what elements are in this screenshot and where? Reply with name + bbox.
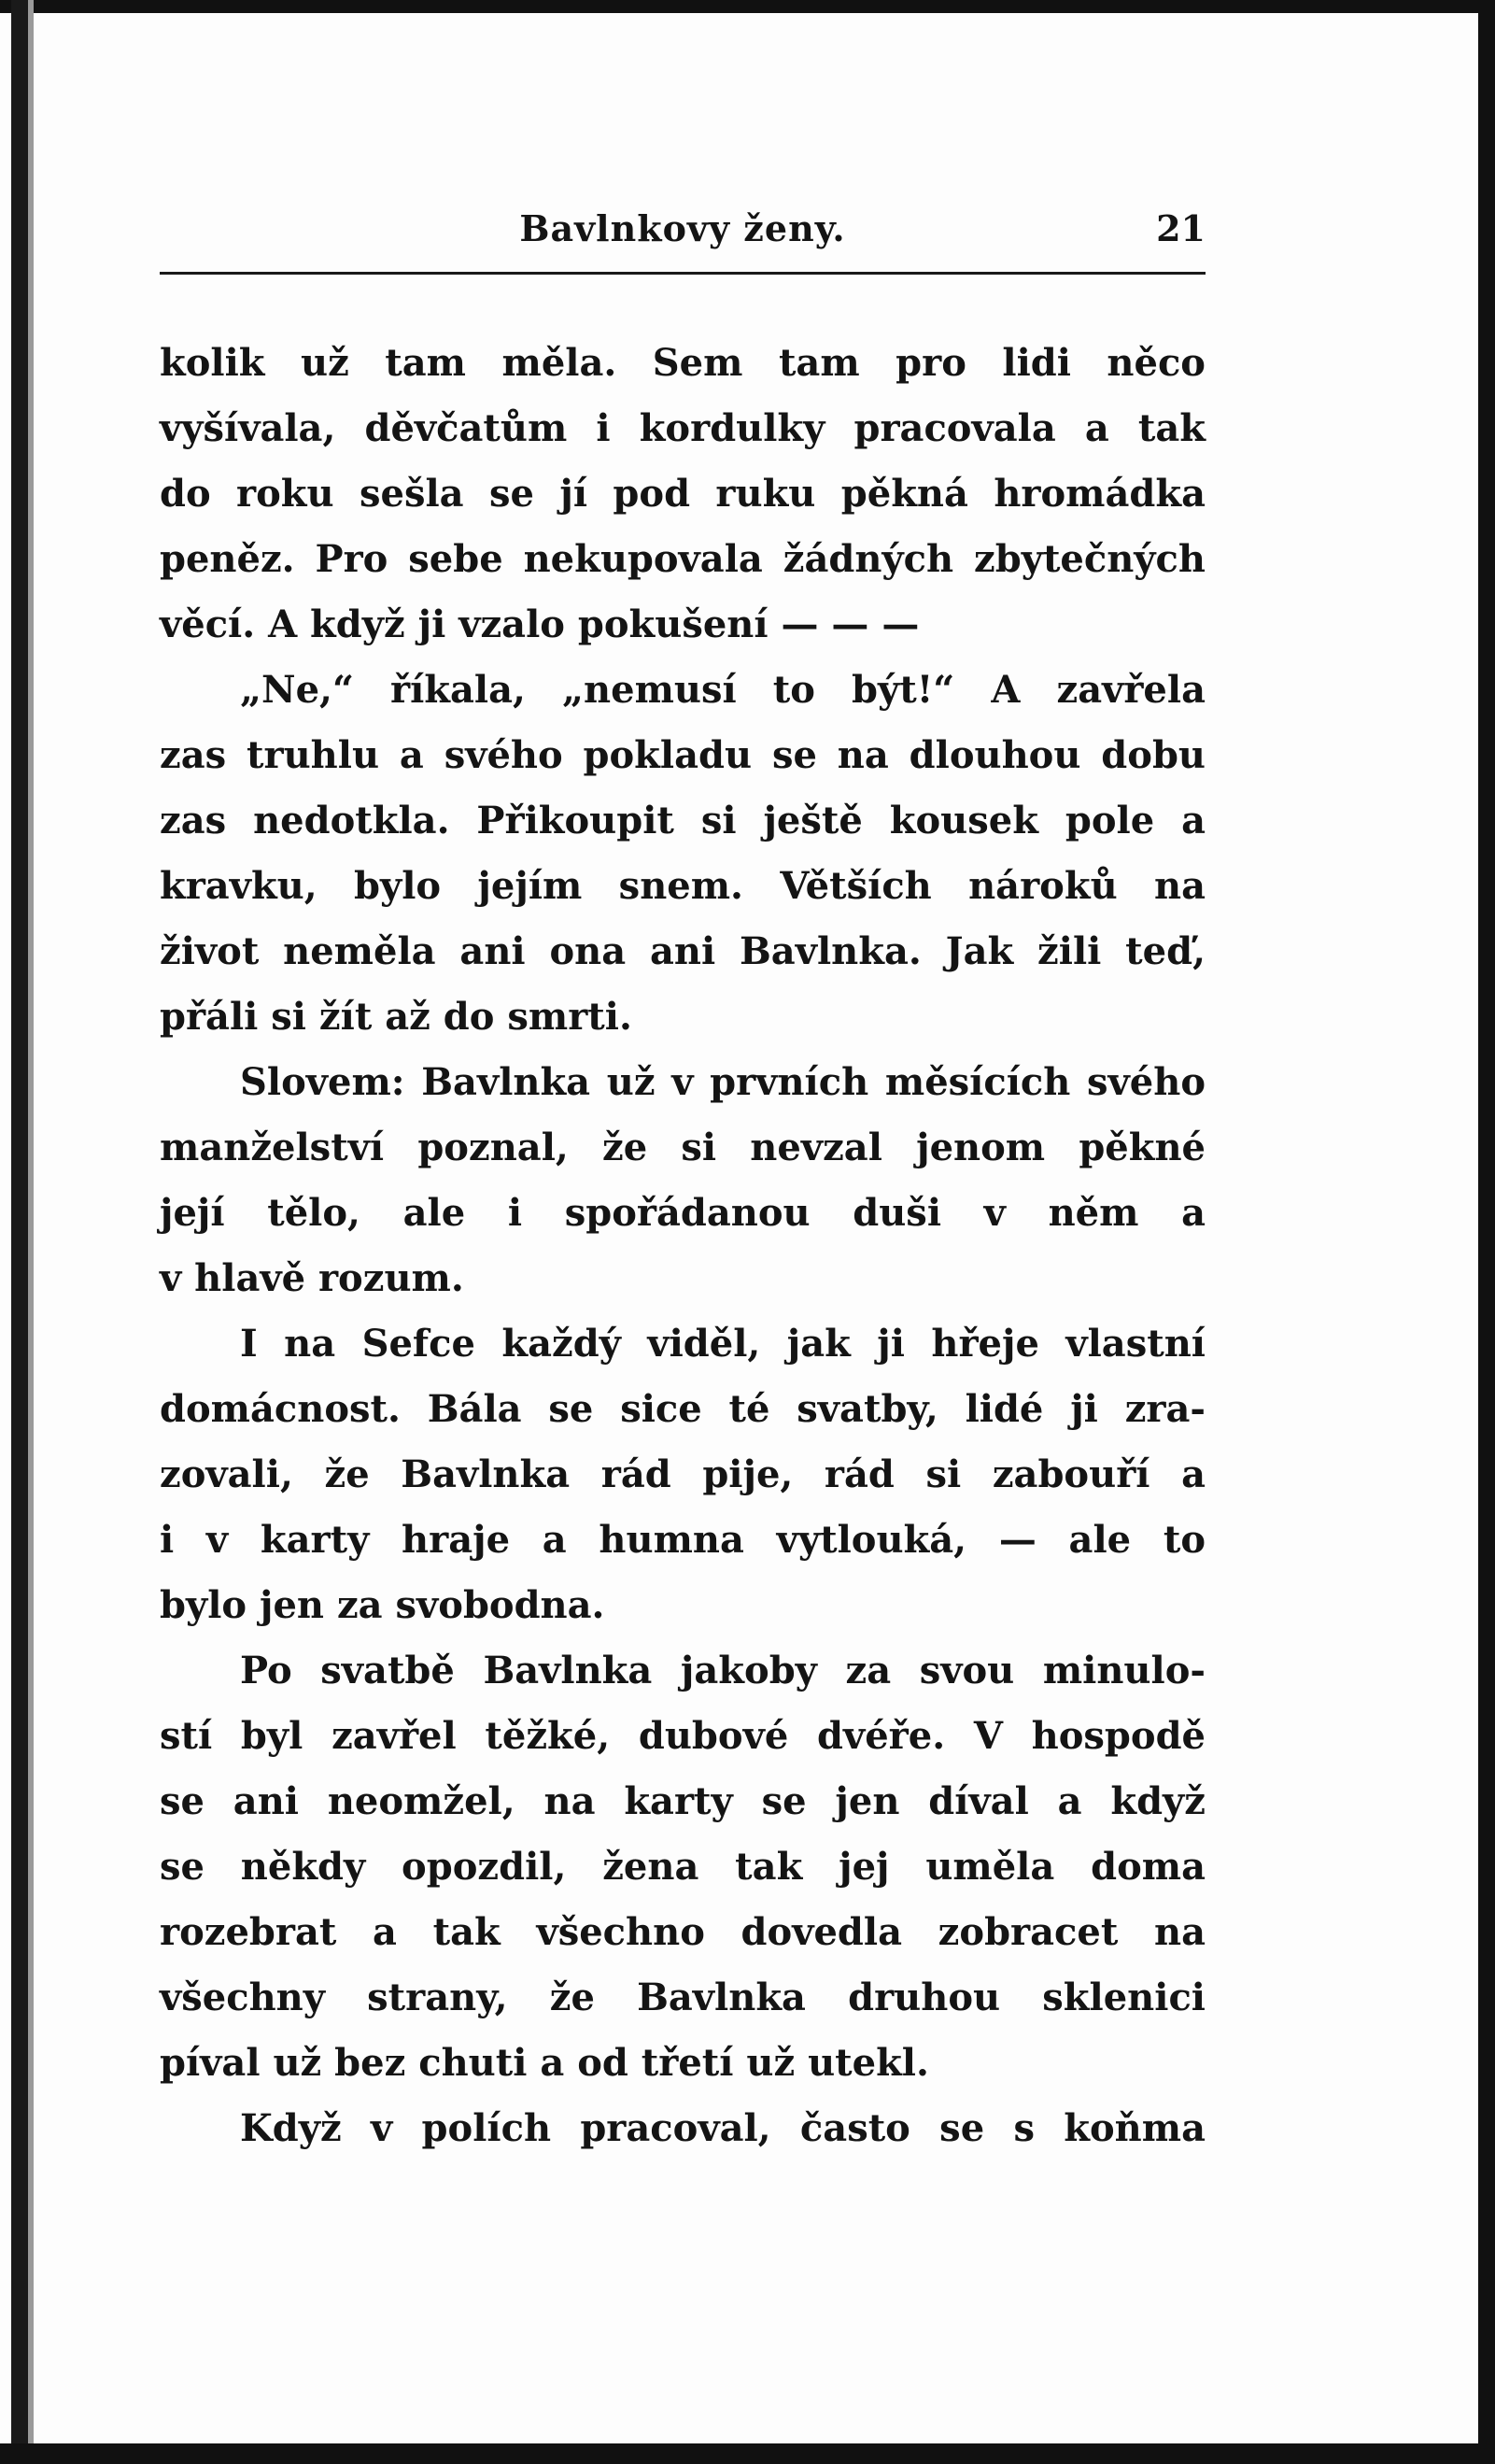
scan-border-left-shadow bbox=[28, 0, 34, 2464]
text-line: I na Sefce každý viděl, jak ji hřeje vlastní bbox=[240, 1322, 1206, 1366]
text-line: peněz. Pro sebe nekupovala žádných zbytečných bbox=[160, 537, 1206, 581]
body-text bbox=[160, 331, 1206, 2161]
text-line: zovali, že Bavlnka rád pije, rád si zabouří a bbox=[160, 1452, 1206, 1496]
text-line: do roku sešla se jí pod ruku pěkná hromádka bbox=[160, 472, 1206, 516]
scan-border-top bbox=[0, 0, 1495, 13]
text-line: v hlavě rozum. bbox=[160, 1256, 464, 1300]
running-head bbox=[160, 207, 1206, 254]
text-line: se někdy opozdil, žena tak jej uměla doma bbox=[160, 1845, 1206, 1889]
text-line: manželství poznal, že si nevzal jenom pěkné bbox=[160, 1126, 1206, 1169]
text-line: Slovem: Bavlnka už v prvních měsících svého bbox=[240, 1060, 1206, 1104]
text-line: Když v polích pracoval, často se s koňma bbox=[240, 2106, 1206, 2150]
text-line: věcí. A když ji vzalo pokušení — — — bbox=[160, 602, 920, 646]
text-line: se ani neomžel, na karty se jen díval a když bbox=[160, 1779, 1206, 1823]
text-line: zas truhlu a svého pokladu se na dlouhou dobu bbox=[160, 733, 1206, 777]
text-line: přáli si žít až do smrti. bbox=[160, 995, 632, 1039]
text-line: zas nedotkla. Přikoupit si ještě kousek pole a bbox=[160, 799, 1206, 843]
text-line: Po svatbě Bavlnka jakoby za svou minulo- bbox=[240, 1649, 1206, 1692]
text-line: domácnost. Bála se sice té svatby, lidé ji zra- bbox=[160, 1387, 1206, 1431]
header-rule bbox=[160, 272, 1206, 275]
scan-border-bottom bbox=[0, 2443, 1495, 2464]
text-line: „Ne,“ říkala, „nemusí to být!“ A zavřela bbox=[240, 668, 1206, 712]
text-line: rozebrat a tak všechno dovedla zobracet na bbox=[160, 1910, 1206, 1954]
text-line: bylo jen za svobodna. bbox=[160, 1583, 605, 1627]
text-line: kravku, bylo jejím snem. Větších nároků na bbox=[160, 864, 1206, 908]
text-line: všechny strany, že Bavlnka druhou sklenici bbox=[160, 1975, 1206, 2019]
scan-border-left bbox=[11, 0, 28, 2464]
text-line: její tělo, ale i spořádanou duši v něm a bbox=[160, 1191, 1206, 1235]
text-line: kolik už tam měla. Sem tam pro lidi něco bbox=[160, 341, 1206, 385]
text-line: i v karty hraje a humna vytlouká, — ale to bbox=[160, 1518, 1206, 1562]
scan-border-right bbox=[1478, 0, 1495, 2464]
text-line: stí byl zavřel těžké, dubové dvéře. V hospodě bbox=[160, 1714, 1206, 1758]
text-line: vyšívala, děvčatům i kordulky pracovala a tak bbox=[160, 406, 1206, 450]
running-title: Bavlnkovy ženy. bbox=[519, 207, 846, 249]
page-number: 21 bbox=[1156, 207, 1206, 249]
text-line: píval už bez chuti a od třetí už utekl. bbox=[160, 2041, 929, 2085]
text-line: život neměla ani ona ani Bavlnka. Jak žili teď, bbox=[160, 929, 1206, 973]
